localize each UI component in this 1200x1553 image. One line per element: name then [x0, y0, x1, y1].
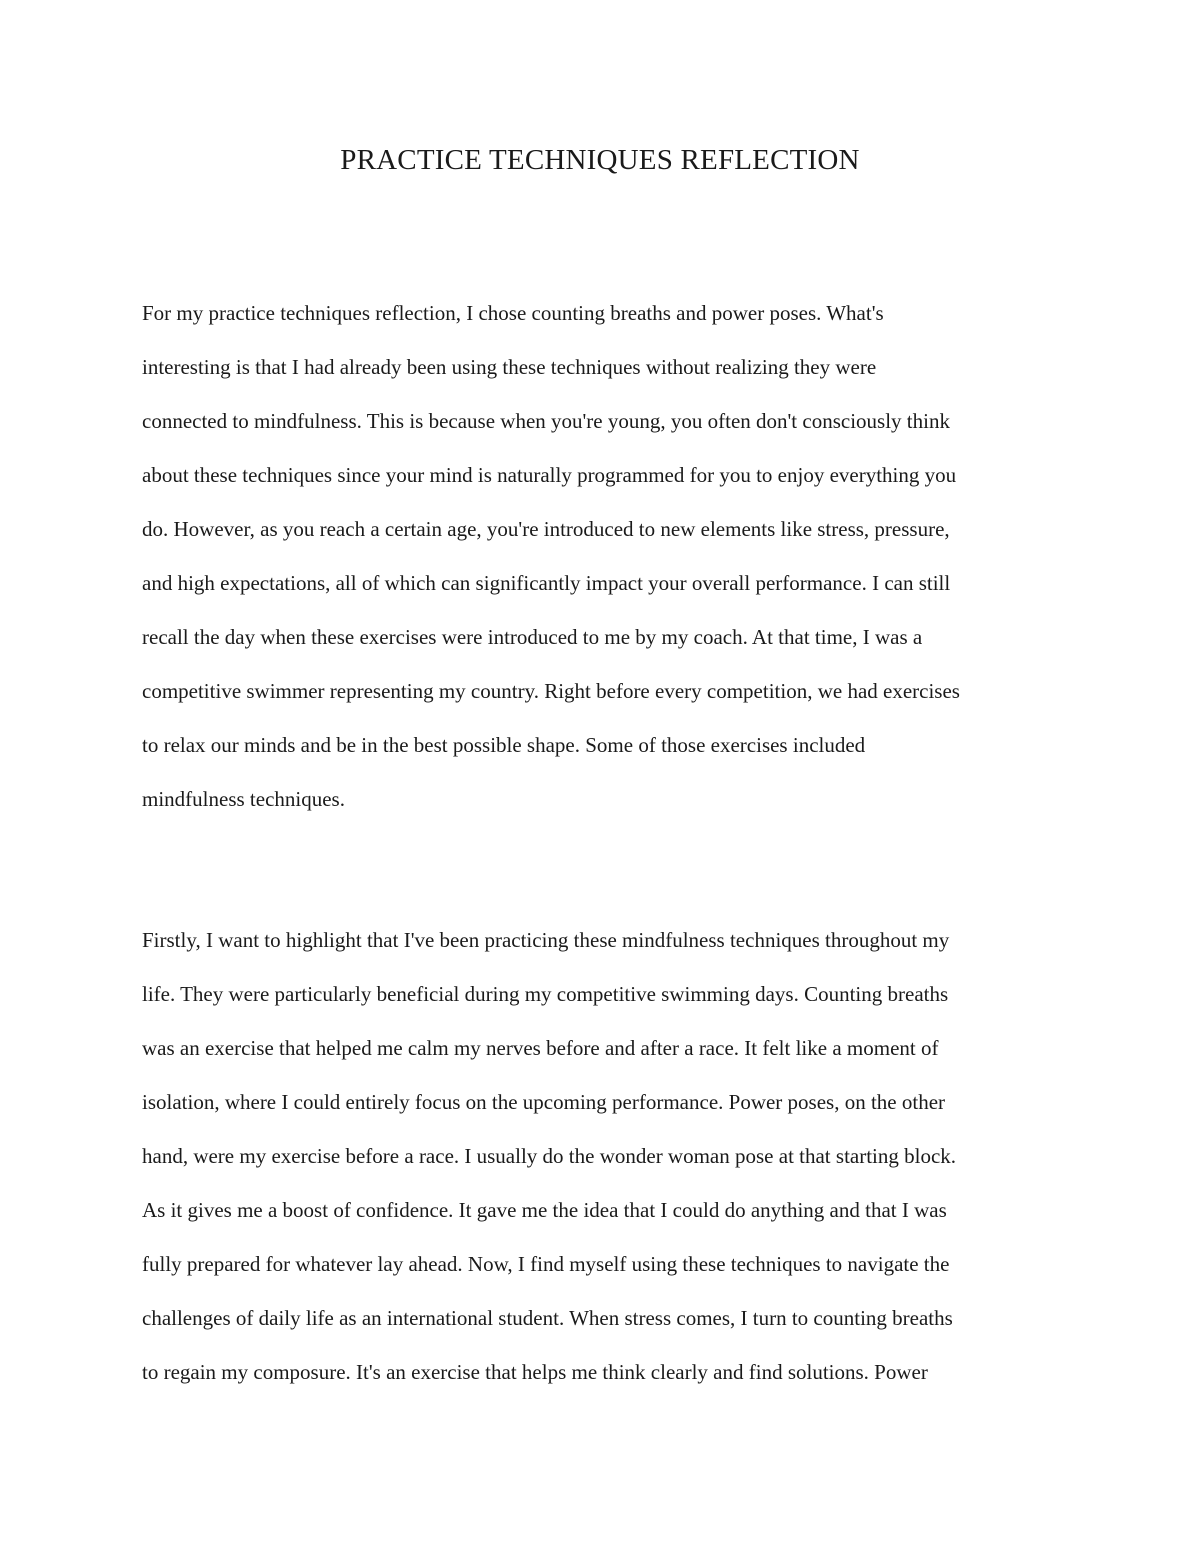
paragraph-line: fully prepared for whatever lay ahead. Now, I find myself using these techniques to navigate the: [142, 1252, 950, 1276]
paragraph-line: to relax our minds and be in the best possible shape. Some of those exercises included: [142, 733, 866, 757]
paragraph-line: interesting is that I had already been using these techniques without realizing they were: [142, 355, 877, 379]
paragraph-line: and high expectations, all of which can significantly impact your overall performance. I can still: [142, 571, 951, 595]
paragraph-line: was an exercise that helped me calm my nerves before and after a race. It felt like a moment of: [142, 1036, 939, 1060]
paragraph-line: For my practice techniques reflection, I chose counting breaths and power poses. What's: [142, 301, 884, 325]
paragraph-line: isolation, where I could entirely focus on the upcoming performance. Power poses, on the other: [142, 1090, 946, 1114]
paragraph-line: to regain my composure. It's an exercise that helps me think clearly and find solutions. Power: [142, 1360, 928, 1384]
paragraph-line: hand, were my exercise before a race. I usually do the wonder woman pose at that starting block.: [142, 1144, 957, 1168]
paragraph-line: challenges of daily life as an international student. When stress comes, I turn to counting breaths: [142, 1306, 953, 1330]
paragraph-line: life. They were particularly beneficial during my competitive swimming days. Counting breaths: [142, 982, 949, 1006]
paragraph-line: connected to mindfulness. This is because when you're young, you often don't consciously think: [142, 409, 950, 433]
paragraph-2: [142, 913, 1102, 1399]
paragraph-line: As it gives me a boost of confidence. It gave me the idea that I could do anything and that I was: [142, 1198, 947, 1222]
paragraph-line: competitive swimmer representing my country. Right before every competition, we had exercises: [142, 679, 960, 703]
paragraph-line: recall the day when these exercises were introduced to me by my coach. At that time, I was a: [142, 625, 923, 649]
paragraph-line: Firstly, I want to highlight that I've been practicing these mindfulness techniques throughout my: [142, 928, 950, 952]
paragraph-line: do. However, as you reach a certain age, you're introduced to new elements like stress, pressure,: [142, 517, 950, 541]
paragraph-line: mindfulness techniques.: [142, 787, 345, 811]
paragraph-1: [142, 286, 1102, 826]
document-title: PRACTICE TECHNIQUES REFLECTION: [340, 144, 860, 176]
paragraph-line: about these techniques since your mind is naturally programmed for you to enjoy everything you: [142, 463, 957, 487]
